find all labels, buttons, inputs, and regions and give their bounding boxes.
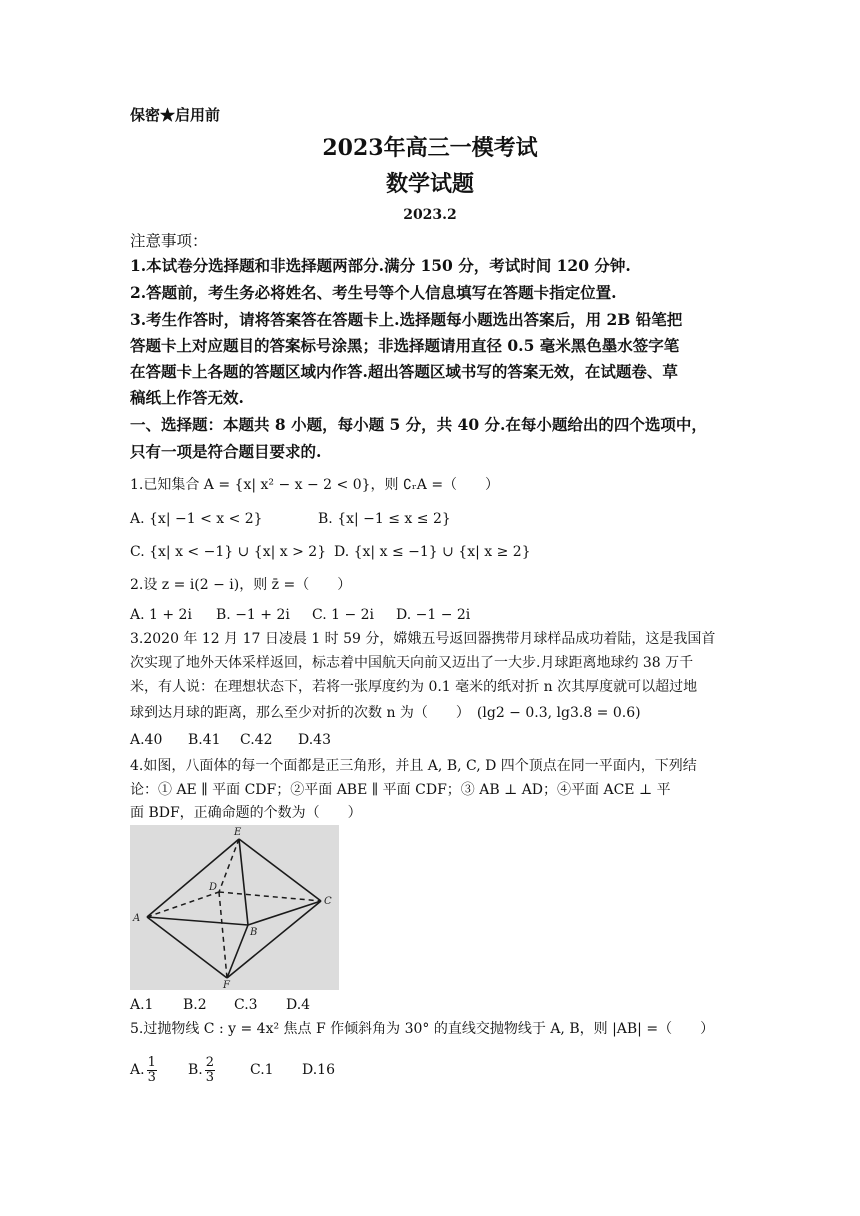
question-4-options: [130, 994, 742, 1016]
question-5-options: [130, 1050, 742, 1090]
edge-ad-hidden: [147, 892, 219, 917]
edge-af: [147, 917, 227, 978]
question-2-option-c: C. 1 − 2i: [312, 607, 375, 623]
question-3-option-d: D.43: [298, 732, 331, 748]
fraction-numerator: 1: [147, 1054, 156, 1070]
question-3-option-c: C.42: [240, 732, 273, 748]
notice-item-1: 1.本试卷分选择题和非选择题两部分.满分 150 分，考试时间 120 分钟.: [130, 256, 631, 275]
edge-df-hidden: [219, 892, 227, 978]
exam-date: 2023.2: [403, 207, 457, 223]
question-4-line-1: 4.如图，八面体的每一个面都是正三角形，并且 A, B, C, D 四个顶点在同一平面内，下列结: [130, 758, 697, 774]
label-b: B: [250, 927, 258, 938]
question-2-option-b: B. −1 + 2i: [216, 607, 290, 623]
notice-item-3-line-2: 答题卡上对应题目的答案标号涂黑；非选择题请用直径 0.5 毫米黑色墨水签字笔: [130, 336, 680, 355]
question-5-option-b: [188, 1050, 250, 1090]
exam-title: 2023年高三一模考试: [322, 135, 538, 161]
question-5-option-a-prefix: A.: [130, 1062, 145, 1078]
fraction-denominator: 3: [147, 1069, 156, 1085]
question-2-option-d: D. −1 − 2i: [396, 607, 471, 623]
question-3-line-4: 球到达月球的距离，那么至少对折的次数 n 为（ ） (lg2 − 0.3, lg3.8 = 0.6): [130, 705, 641, 721]
edge-cf: [227, 901, 321, 978]
label-c: C: [324, 896, 332, 907]
question-1-options-row-2: [130, 541, 742, 563]
question-1-option-c: C. {x| x < −1} ∪ {x| x > 2}: [130, 544, 327, 560]
notice-item-2: 2.答题前，考生务必将姓名、考生号等个人信息填写在答题卡指定位置.: [130, 283, 617, 302]
question-4-option-b: B.2: [183, 997, 207, 1013]
question-4-option-d: D.4: [286, 997, 311, 1013]
question-1-option-a: A. {x| −1 < x < 2}: [130, 511, 263, 527]
label-d: D: [209, 882, 218, 893]
notice-item-3-line-4: 稿纸上作答无效.: [130, 388, 244, 407]
label-e: E: [234, 827, 242, 838]
question-3-line-1: 3.2020 年 12 月 17 日凌晨 1 时 59 分，嫦娥五号返回器携带月球样品成功着陆，这是我国首: [130, 631, 716, 647]
question-1-stem: 1.已知集合 A = {x| x² − x − 2 < 0}，则 ∁ᵣA =（ ）: [130, 477, 500, 493]
question-4-option-a: A.1: [130, 997, 154, 1013]
question-3-line-3: 米，有人说：在理想状态下，若将一张厚度约为 0.1 毫米的纸对折 n 次其厚度就可以超过地: [130, 679, 698, 695]
edge-eb: [239, 839, 248, 925]
question-5-option-b-prefix: B.: [188, 1062, 203, 1078]
question-1-option-b: B. {x| −1 ≤ x ≤ 2}: [318, 511, 451, 527]
edge-ec: [239, 839, 321, 901]
question-3-line-2: 次实现了地外天体采样返回，标志着中国航天向前又迈出了一大步.月球距离地球约 38 万千: [130, 655, 694, 671]
question-4-line-3: 面 BDF，正确命题的个数为（ ）: [130, 805, 362, 821]
confidential-label: 保密★启用前: [130, 106, 221, 124]
notice-item-3-line-3: 在答题卡上各题的答题区域内作答.超出答题区域书写的答案无效，在试题卷、草: [130, 362, 678, 381]
edge-ab: [147, 917, 248, 925]
notice-heading: 注意事项：: [130, 232, 208, 250]
label-f: F: [223, 980, 230, 990]
question-5-option-a: [130, 1050, 188, 1090]
question-5-option-a-fraction: [147, 1056, 157, 1085]
question-5-stem: 5.过抛物线 C : y = 4x² 焦点 F 作倾斜角为 30° 的直线交抛物线于 A, B，则 |AB| =（ ）: [130, 1021, 715, 1037]
question-5-option-c: C.1: [250, 1062, 274, 1078]
fraction-numerator: 2: [205, 1054, 215, 1070]
question-4-option-c: C.3: [234, 997, 258, 1013]
edge-bc: [248, 901, 321, 925]
octahedron-figure: [130, 825, 339, 990]
question-2-stem: 2.设 z = i(2 − i)，则 z̄ =（ ）: [130, 577, 352, 593]
edge-ea: [147, 839, 239, 917]
question-2-option-a: A. 1 + 2i: [130, 607, 192, 623]
question-1-options-row-1: [130, 508, 742, 530]
question-5-option-b-fraction: [205, 1056, 215, 1085]
section-1-heading-line-2: 只有一项是符合题目要求的.: [130, 442, 322, 461]
octahedron-diagram: [130, 825, 339, 990]
section-1-heading-line-1: 一、选择题：本题共 8 小题，每小题 5 分，共 40 分.在每小题给出的四个选项中，: [130, 415, 707, 434]
exam-subtitle: 数学试题: [385, 171, 474, 197]
label-a: A: [133, 913, 141, 924]
question-5-option-d: D.16: [302, 1062, 335, 1078]
question-2-options: [130, 604, 742, 626]
question-4-line-2: 论：① AE ∥ 平面 CDF；②平面 ABE ∥ 平面 CDF；③ AB ⊥ AD；④平面 ACE ⊥ 平: [130, 782, 671, 798]
fraction-denominator: 3: [205, 1069, 215, 1085]
question-3-option-a: A.40: [130, 732, 163, 748]
question-3-option-b: B.41: [188, 732, 221, 748]
notice-item-3-line-1: 3.考生作答时，请将答案答在答题卡上.选择题每小题选出答案后，用 2B 铅笔把: [130, 310, 683, 329]
question-1-option-d: D. {x| x ≤ −1} ∪ {x| x ≥ 2}: [334, 544, 531, 560]
edge-dc-hidden: [219, 892, 321, 901]
question-3-options: [130, 729, 742, 751]
